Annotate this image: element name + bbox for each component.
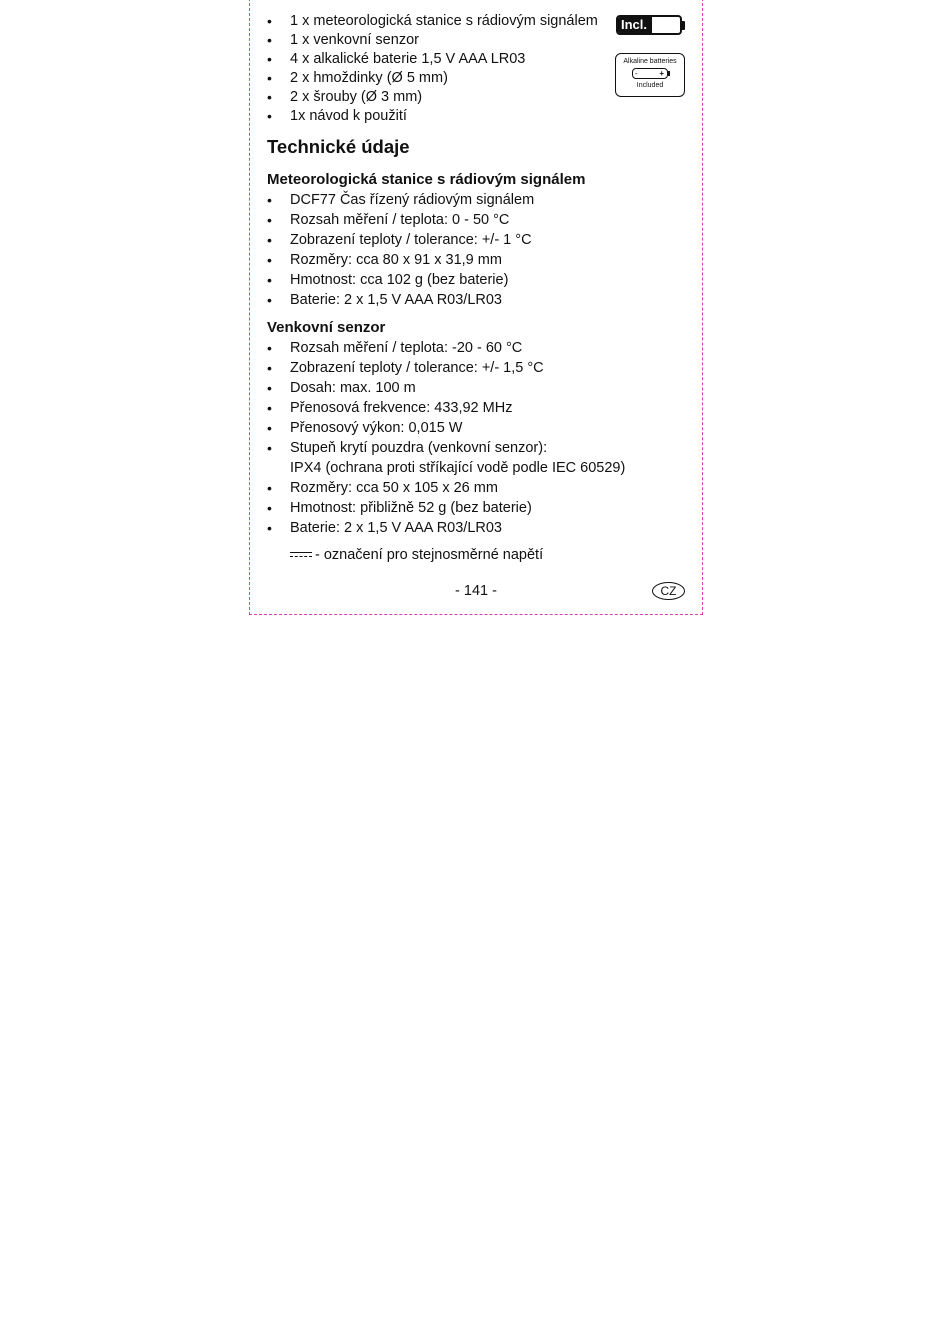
- country-code-badge: CZ: [652, 582, 685, 600]
- list-item: • Zobrazení teploty / tolerance: +/- 1 °C: [267, 230, 687, 250]
- station-specs-list: [267, 190, 687, 310]
- package-contents-list: [267, 12, 687, 126]
- dc-voltage-note: [267, 545, 687, 565]
- page-content: [267, 12, 687, 565]
- list-item: • Zobrazení teploty / tolerance: +/- 1,5 °C: [267, 358, 687, 378]
- list-item: • 2 x šrouby (Ø 3 mm): [267, 88, 687, 107]
- list-item: • Rozsah měření / teplota: -20 - 60 °C: [267, 338, 687, 358]
- dc-symbol-icon: [290, 551, 312, 559]
- list-item: • Přenosová frekvence: 433,92 MHz: [267, 398, 687, 418]
- list-item: • Přenosový výkon: 0,015 W: [267, 418, 687, 438]
- list-item: • Dosah: max. 100 m: [267, 378, 687, 398]
- list-item: • Rozměry: cca 50 x 105 x 26 mm: [267, 478, 687, 498]
- incl-label: Incl.: [618, 17, 652, 33]
- list-item: • 1x návod k použití: [267, 107, 687, 126]
- dc-note-text: - označení pro stejnosměrné napětí: [315, 547, 544, 563]
- list-item: • 4 x alkalické baterie 1,5 V AAA LR03: [267, 50, 687, 69]
- sensor-specs-list: [267, 338, 687, 538]
- list-item: • Baterie: 2 x 1,5 V AAA R03/LR03: [267, 290, 687, 310]
- alkaline-badge-title: Alkaline batteries: [623, 58, 677, 65]
- list-item: • Baterie: 2 x 1,5 V AAA R03/LR03: [267, 518, 687, 538]
- list-item: • Hmotnost: cca 102 g (bez baterie): [267, 270, 687, 290]
- list-item: • 1 x venkovní senzor: [267, 31, 687, 50]
- list-item: • 1 x meteorologická stanice s rádiovým signálem: [267, 12, 687, 31]
- list-item: • 2 x hmoždinky (Ø 5 mm): [267, 69, 687, 88]
- station-heading: Meteorologická stanice s rádiovým signálem: [267, 171, 586, 188]
- ip-rating-label: Stupeň krytí pouzdra (venkovní senzor):: [290, 440, 548, 456]
- battery-plus: +: [659, 69, 664, 78]
- list-item: • DCF77 Čas řízený rádiovým signálem: [267, 190, 687, 210]
- sensor-heading: Venkovní senzor: [267, 319, 386, 336]
- page-number: - 141 -: [455, 583, 497, 599]
- manual-page: [249, 0, 703, 615]
- battery-minus: -: [635, 69, 638, 78]
- list-item: • Rozsah měření / teplota: 0 - 50 °C: [267, 210, 687, 230]
- list-item: • Rozměry: cca 80 x 91 x 31,9 mm: [267, 250, 687, 270]
- list-item: • Hmotnost: přibližně 52 g (bez baterie): [267, 498, 687, 518]
- list-item: [267, 438, 687, 478]
- ip-rating-value: IPX4 (ochrana proti stříkající vodě podle IEC 60529): [290, 460, 626, 476]
- alkaline-badge-subtitle: Included: [636, 82, 664, 89]
- tech-specs-heading: Technické údaje: [267, 136, 410, 157]
